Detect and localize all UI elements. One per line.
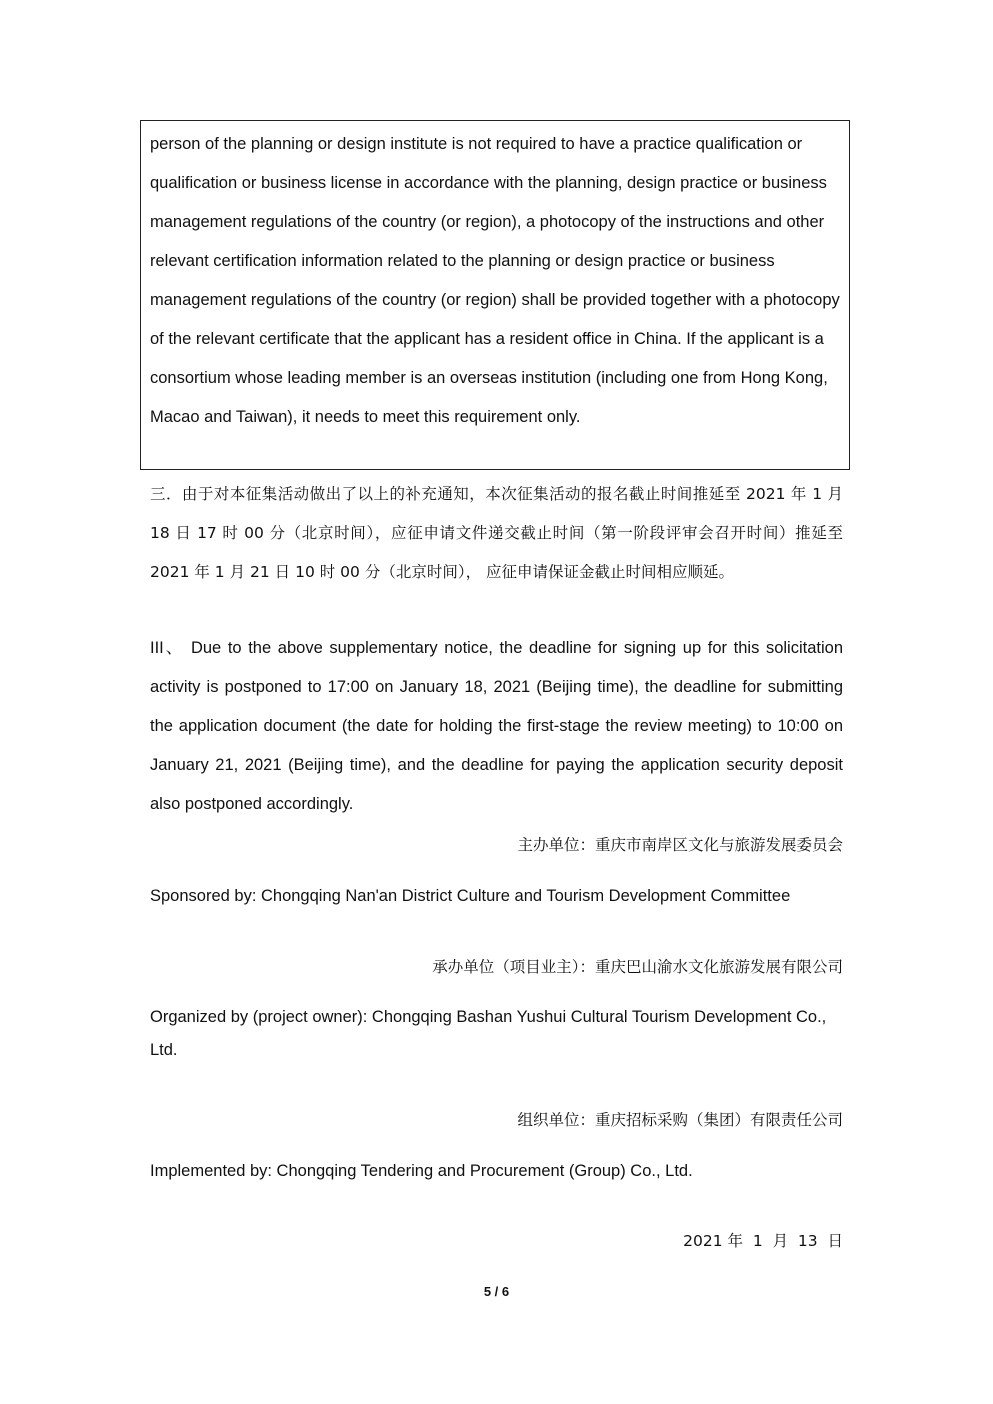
section-3-english: III、 Due to the above supplementary notice, the deadline for signing up for this solicitation activity is postponed to 17:00 on January 18, 2021 (Beijing time), the deadline for submitting the application document (the date for holding the first-stage the review meeting) to 10:00 on January 21, 2021 (Beijing time), and the deadline for paying the application security deposit also postponed accordingly. [150, 639, 843, 813]
sponsor-english: Sponsored by: Chongqing Nan'an District Culture and Tourism Development Committee [150, 887, 791, 905]
organizer-english: Organized by (project owner): Chongqing Bashan Yushui Cultural Tourism Development Co., Ltd. [150, 1008, 827, 1059]
bordered-paragraph-box [140, 120, 850, 470]
organizer-chinese: 承办单位（项目业主）：重庆巴山渝水文化旅游发展有限公司 [432, 958, 843, 976]
boxed-paragraph: person of the planning or design institute is not required to have a practice qualification or qualification or business license in accordance with the planning, design practice or business management regulations of the country (or region), a photocopy of the instructions and other relevant certification information related to the planning or design practice or business management regulations of the country (or region) shall be provided together with a photocopy of the relevant certificate that the applicant has a resident office in China. If the applicant is a consortium whose leading member is an overseas institution (including one from Hong Kong, Macao and Taiwan), it needs to meet this requirement only. [150, 135, 840, 426]
implementer-english: Implemented by: Chongqing Tendering and Procurement (Group) Co., Ltd. [150, 1162, 693, 1180]
section-3-chinese: 三．由于对本征集活动做出了以上的补充通知，本次征集活动的报名截止时间推延至 2021 年 1 月 18 日 17 时 00 分（北京时间），应征申请文件递交截止时间（第一阶段评审会召开时间）推延至 2021 年 1 月 21 日 10 时 00 分（北京时间）， 应征申请保证金截止时间相应顺延。 [150, 485, 843, 581]
sponsor-chinese: 主办单位：重庆市南岸区文化与旅游发展委员会 [517, 836, 843, 854]
page-number: 5 / 6 [483, 1284, 510, 1299]
issue-date: 2021 年 1 月 13 日 [683, 1232, 843, 1250]
implementer-chinese: 组织单位：重庆招标采购（集团）有限责任公司 [517, 1111, 843, 1129]
